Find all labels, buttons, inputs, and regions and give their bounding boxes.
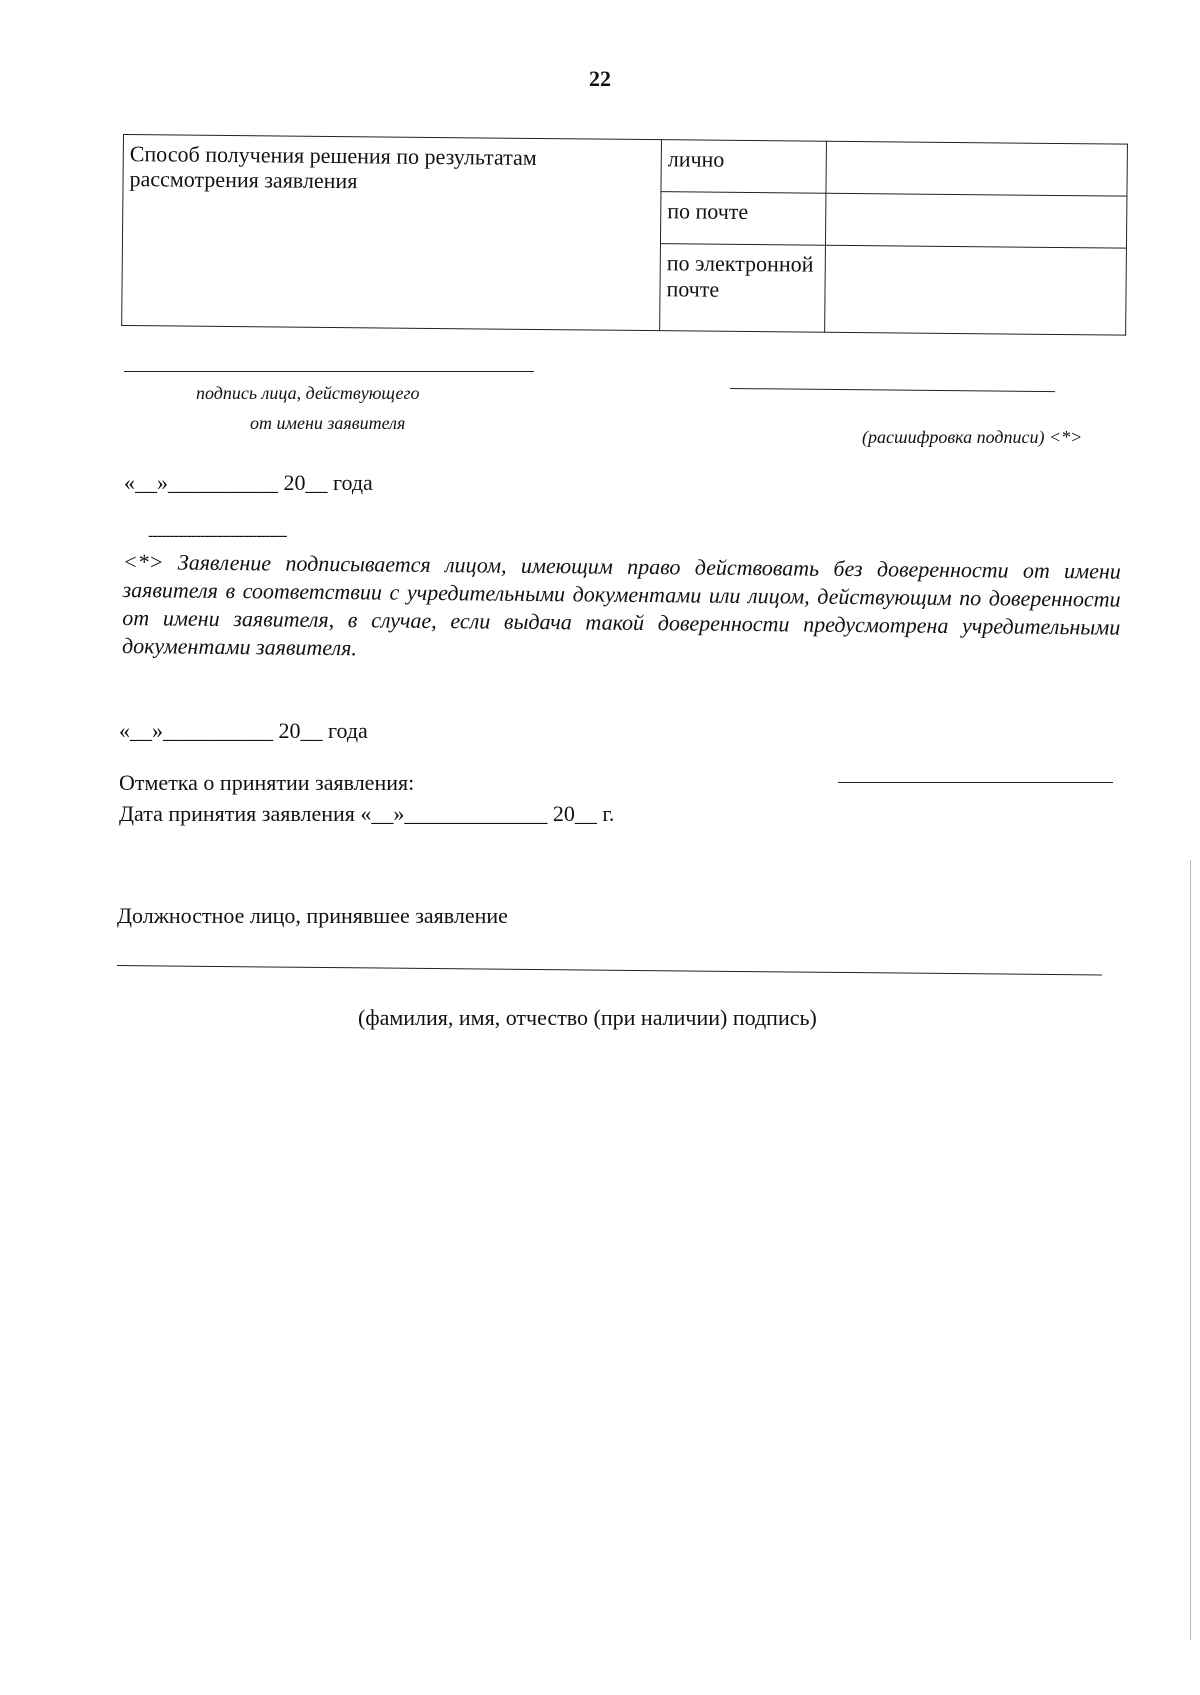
official-label: Должностное лицо, принявшее заявление: [117, 903, 508, 928]
option-by-mail: по почте: [660, 192, 825, 246]
date-line-2: «__»__________ 20__ года: [119, 718, 368, 743]
option-in-person: лично: [661, 140, 826, 194]
signature-line: [124, 371, 534, 372]
receipt-method-table: [121, 134, 1128, 336]
scan-edge-mark: [1190, 860, 1191, 1640]
option-by-mail-field[interactable]: [825, 193, 1126, 248]
official-signature-line: [117, 965, 1102, 975]
date-line-1: «__»__________ 20__ года: [124, 470, 373, 495]
receipt-method-label: Способ получения решения по результатам рассмотрения заявления: [122, 135, 662, 331]
signature-caption-line2: от имени заявителя: [250, 413, 406, 433]
option-in-person-field[interactable]: [826, 141, 1127, 196]
page-number: 22: [589, 66, 611, 91]
acceptance-mark-line: [838, 782, 1113, 783]
footnote-separator: --------------------------------: [148, 527, 287, 544]
acceptance-date-label: Дата принятия заявления «__»_____________ 20__ г.: [119, 801, 615, 826]
option-by-email-field[interactable]: [825, 246, 1127, 336]
signature-caption-line1: подпись лица, действующего: [196, 383, 420, 403]
acceptance-mark-label: Отметка о принятии заявления:: [119, 770, 415, 795]
signature-transcript-caption: (расшифровка подписи) <*>: [862, 427, 1083, 447]
official-caption: (фамилия, имя, отчество (при наличии) подпись): [358, 1005, 817, 1030]
signature-transcript-line: [730, 388, 1055, 392]
footnote-text: <*> Заявление подписывается лицом, имеющим право действовать без доверенности от имени заявителя в соответствии с учредительными документами или лицом, действующим по доверенности от имени заявителя, в случае, если выдача такой доверенности предусмотрена учредительными документами заявителя.: [121, 548, 1121, 661]
option-by-email: по электронной почте: [660, 244, 826, 332]
